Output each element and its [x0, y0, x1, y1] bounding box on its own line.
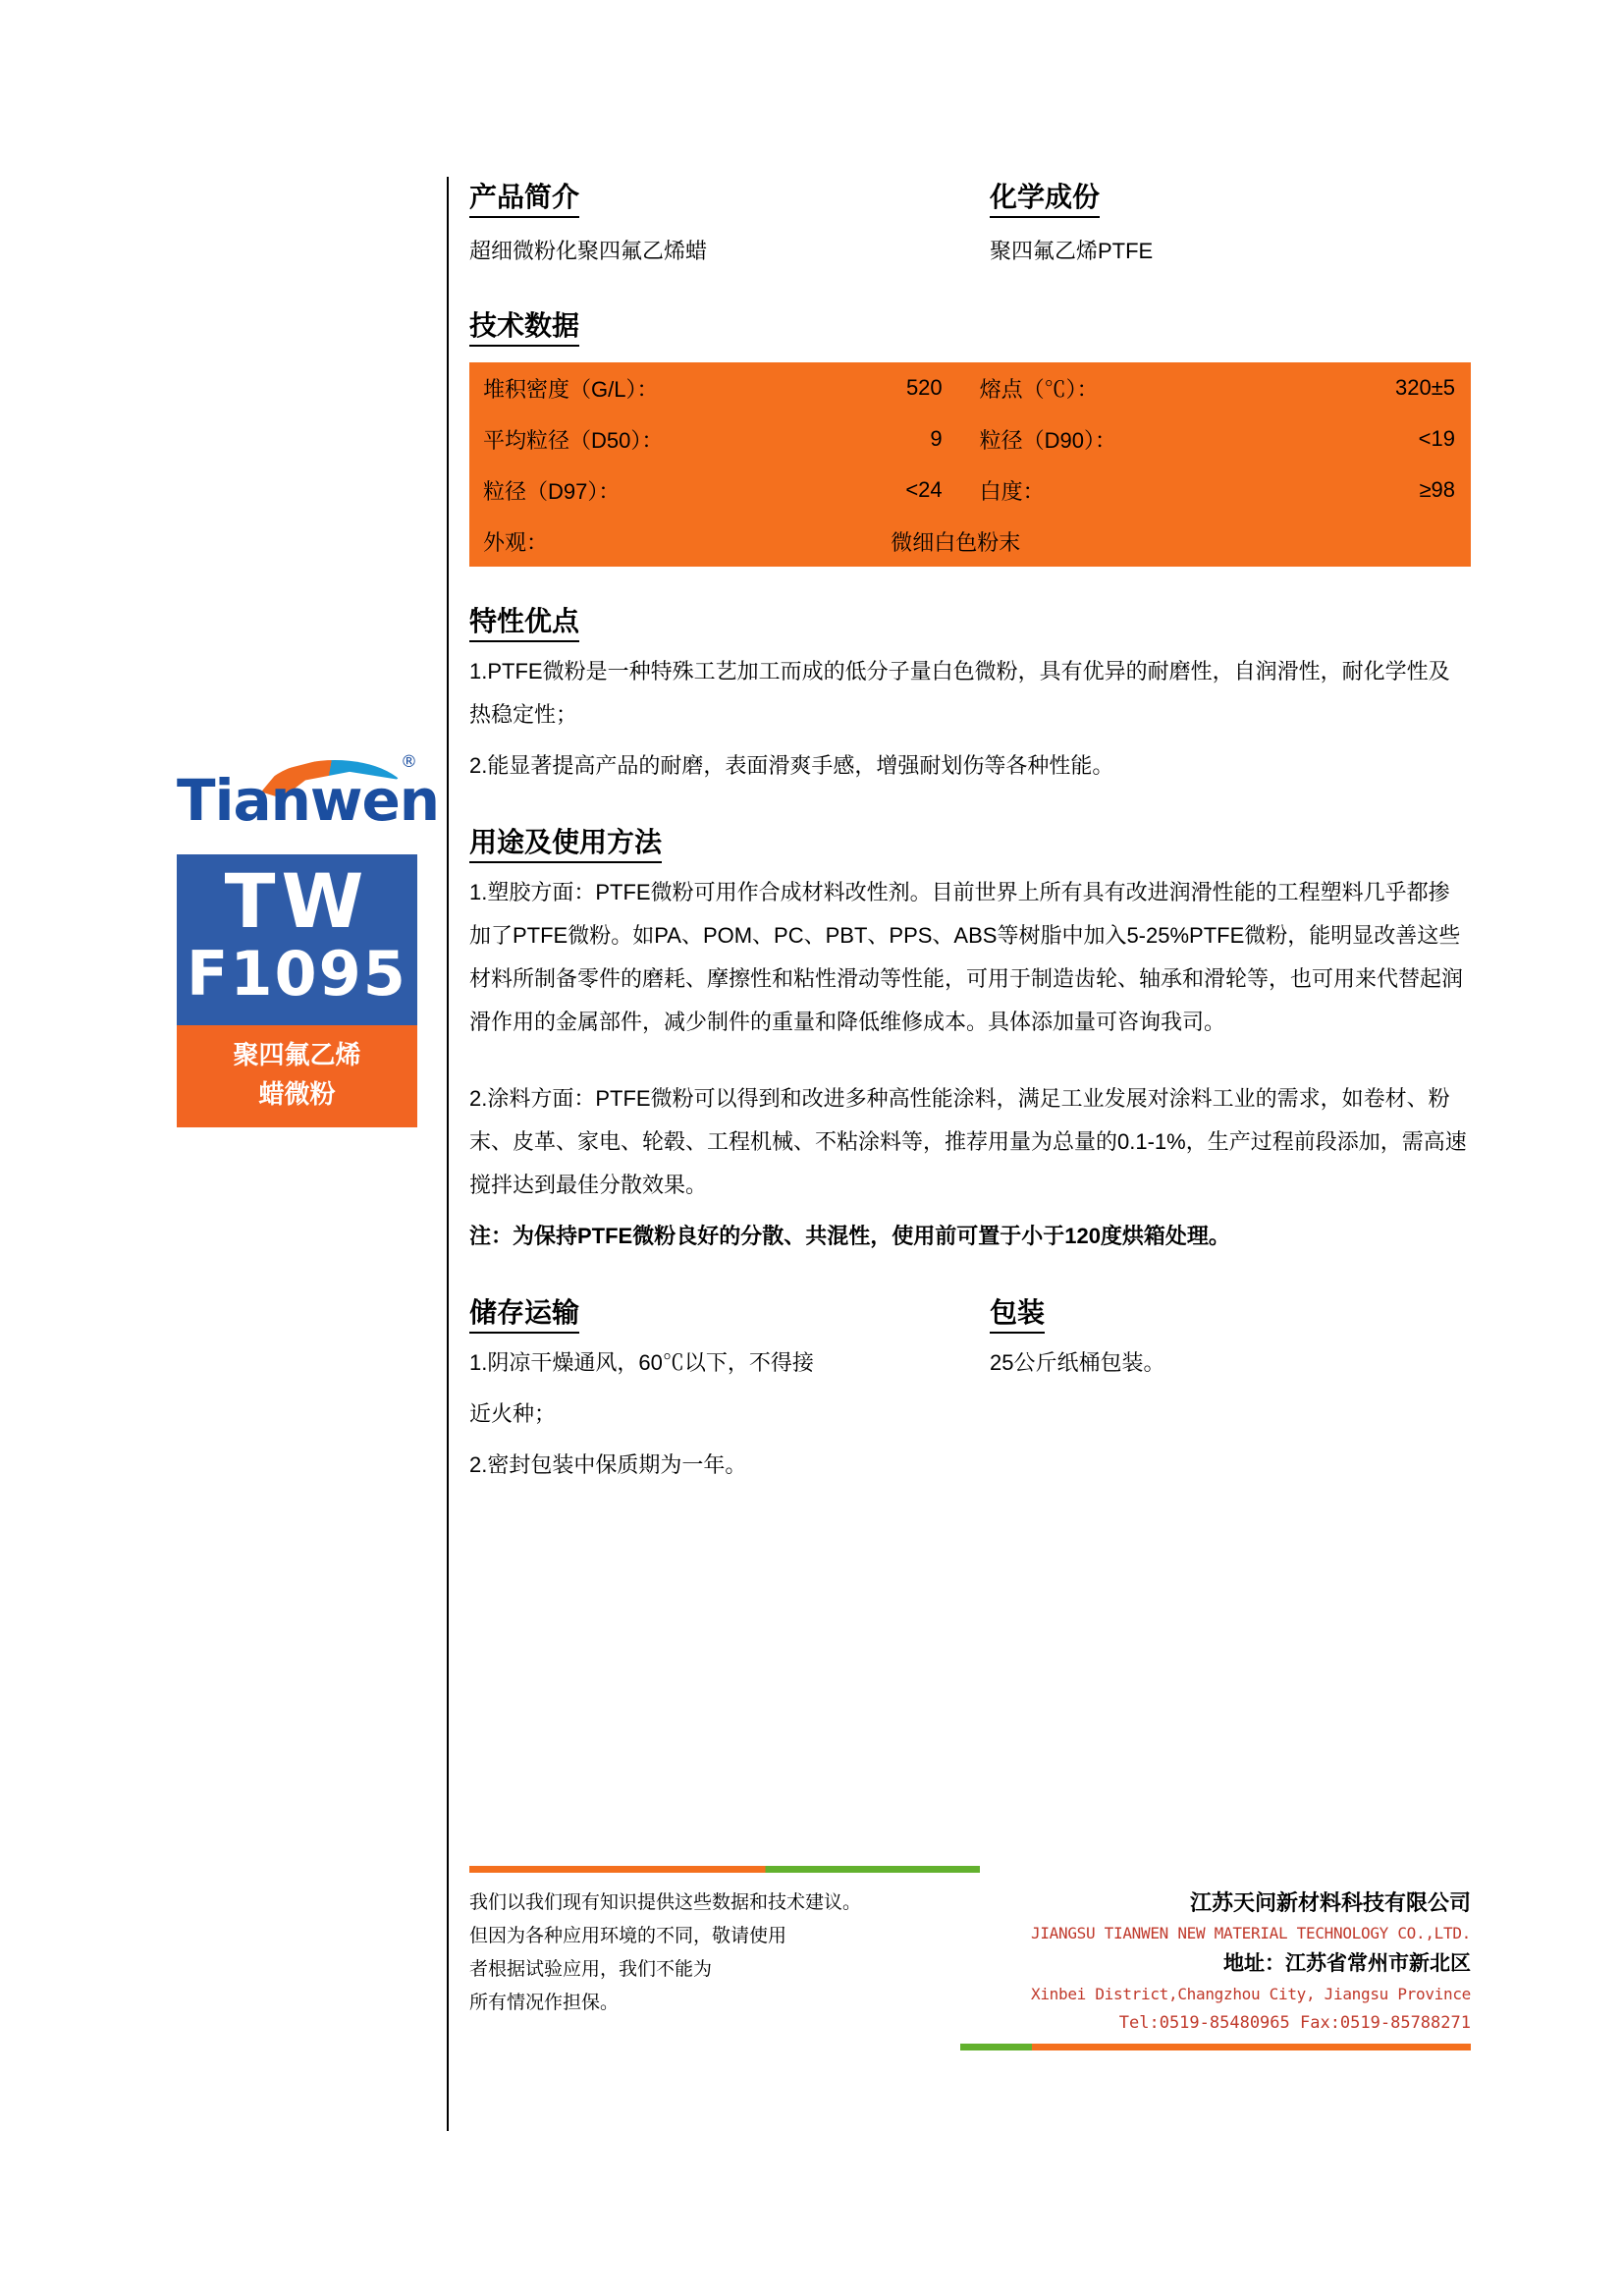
spec-key: 外观： — [483, 529, 549, 555]
company-logo — [177, 746, 440, 854]
spec-value: <24 — [905, 477, 943, 502]
footer-rule-bottom — [960, 2044, 1471, 2050]
spec-value: <19 — [1418, 426, 1455, 451]
packing-heading: 包装 — [990, 1297, 1045, 1334]
product-name-line1: 聚四氟乙烯 — [233, 1040, 361, 1069]
disclaimer-line-2: 但因为各种应用环境的不同，敬请使用 — [469, 1926, 787, 1946]
spacer — [469, 1044, 1471, 1069]
features-block — [469, 606, 1471, 788]
page-footer — [469, 1866, 1471, 2050]
product-code-prefix: TW — [224, 857, 370, 945]
tech-data-block — [469, 310, 1471, 567]
spec-value: 9 — [930, 426, 943, 451]
product-name-block — [177, 1025, 417, 1127]
composition-heading: 化学成份 — [990, 182, 1100, 218]
usage-paragraph-coatings: 2.涂料方面：PTFE微粉可以得到和改进多种高性能涂料，满足工业发展对涂料工业的需求，如卷材、粉末、皮革、家电、轮毂、工程机械、不粘涂料等，推荐用量为总量的0.1-1%，生产过程前段添加，需高速搅拌达到最佳分散效果。 — [469, 1086, 1467, 1197]
table-row — [469, 465, 1471, 516]
composition-text: 聚四氟乙烯PTFE — [990, 239, 1154, 263]
product-code-number: F1095 — [187, 938, 407, 1010]
disclaimer-text — [469, 1886, 941, 2038]
feature-item: 2.能显著提高产品的耐磨，表面滑爽手感，增强耐划伤等各种性能。 — [469, 753, 1114, 778]
footer-rule-top — [469, 1866, 980, 1873]
spec-key: 平均粒径（D50）： — [483, 427, 664, 453]
registered-trademark-icon: ® — [401, 752, 417, 772]
tech-data-table — [469, 362, 1471, 567]
storage-heading: 储存运输 — [469, 1297, 579, 1334]
product-identity-panel — [167, 746, 440, 1127]
usage-paragraph-plastics: 1.塑胶方面：PTFE微粉可用作合成材料改性剂。目前世界上所有具有改进润滑性能的工程塑料几乎都掺加了PTFE微粉。如PA、POM、PC、PBT、PPS、ABS等树脂中加入5-25%PTFE微粉，能明显改善这些材料所制备零件的磨耗、摩擦性和粘性滑动等性能，可用于制造齿轮、轴承和滑轮等，也可用来代替起润滑作用的金属部件，减少制件的重量和降低维修成本。具体添加量可咨询我司。 — [469, 880, 1464, 1034]
logo-wordmark: Tianwen — [177, 767, 440, 834]
spec-key: 熔点（℃）： — [979, 376, 1099, 402]
footer-columns — [469, 1886, 1471, 2038]
product-code-block — [177, 854, 417, 1025]
company-contact: Tel:0519-85480965 Fax:0519-85788271 — [1118, 2013, 1471, 2033]
product-name-line2: 蜡微粉 — [258, 1079, 336, 1109]
company-address-en: Xinbei District,Changzhou City, Jiangsu Province — [1031, 1985, 1471, 2003]
intro-block — [469, 182, 990, 271]
table-row — [469, 362, 1471, 413]
packing-text: 25公斤纸桶包装。 — [990, 1350, 1165, 1375]
storage-line-2: 近火种； — [469, 1401, 557, 1426]
spec-value: ≥98 — [1419, 477, 1455, 502]
features-heading: 特性优点 — [469, 606, 579, 642]
disclaimer-line-1: 我们以我们现有知识提供这些数据和技术建议。 — [469, 1892, 862, 1913]
spec-value: 520 — [905, 375, 943, 400]
spec-value: 320±5 — [1394, 375, 1455, 400]
tech-data-heading: 技术数据 — [469, 310, 579, 347]
storage-block — [469, 1297, 990, 1487]
intro-composition-row — [469, 182, 1471, 271]
datasheet-content — [469, 182, 1471, 1487]
table-row — [469, 413, 1471, 465]
table-row — [469, 516, 1471, 567]
intro-heading: 产品简介 — [469, 182, 579, 218]
storage-packing-row — [469, 1297, 1471, 1487]
spec-value: 微细白色粉末 — [891, 529, 1021, 555]
composition-block — [990, 182, 1461, 271]
spec-key: 粒径（D97）： — [483, 478, 621, 504]
product-code-box — [177, 854, 417, 1127]
usage-block — [469, 827, 1471, 1258]
usage-note: 注：为保持PTFE微粉良好的分散、共混性，使用前可置于小于120度烘箱处理。 — [469, 1224, 1230, 1248]
spec-key: 粒径（D90）： — [979, 427, 1117, 453]
storage-line-3: 2.密封包装中保质期为一年。 — [469, 1452, 747, 1477]
spec-key: 白度： — [979, 478, 1045, 504]
company-info — [960, 1886, 1471, 2038]
company-name-cn: 江苏天问新材料科技有限公司 — [1189, 1890, 1471, 1915]
usage-heading: 用途及使用方法 — [469, 827, 662, 863]
packing-block — [990, 1297, 1461, 1487]
disclaimer-line-3: 者根据试验应用，我们不能为 — [469, 1959, 713, 1980]
storage-line-1: 1.阴凉干燥通风，60℃以下，不得接 — [469, 1350, 814, 1375]
spec-key: 堆积密度（G/L）： — [483, 376, 659, 402]
feature-item: 1.PTFE微粉是一种特殊工艺加工而成的低分子量白色微粉，具有优异的耐磨性，自润滑性，耐化学性及热稳定性； — [469, 659, 1450, 727]
intro-text: 超细微粉化聚四氟乙烯蜡 — [469, 239, 708, 263]
company-name-en: JIANGSU TIANWEN NEW MATERIAL TECHNOLOGY CO.,LTD. — [1031, 1924, 1471, 1942]
company-address-cn: 地址：江苏省常州市新北区 — [1223, 1952, 1471, 1975]
disclaimer-line-4: 所有情况作担保。 — [469, 1993, 620, 2013]
vertical-divider — [447, 177, 449, 2131]
